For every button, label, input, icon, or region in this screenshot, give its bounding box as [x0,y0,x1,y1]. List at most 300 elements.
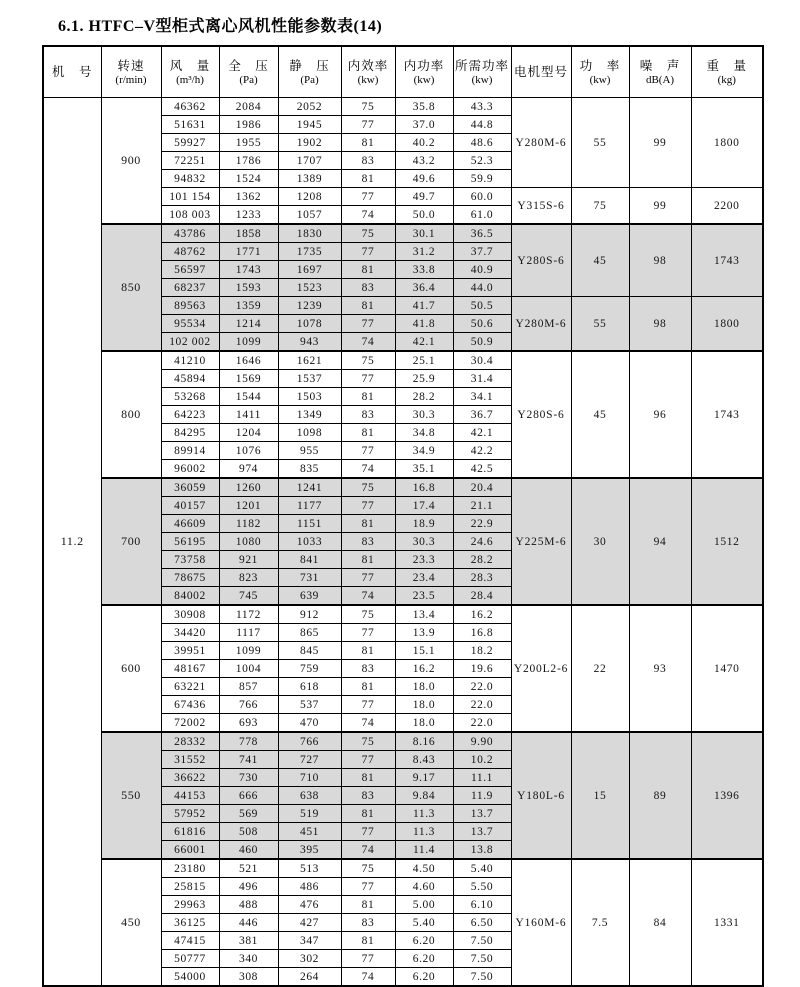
cell-static-pressure: 912 [278,605,341,624]
cell-efficiency: 81 [341,551,395,569]
cell-efficiency: 75 [341,478,395,497]
column-header-noise [629,46,691,98]
cell-required-power: 13.7 [453,823,511,841]
column-label: 静 压 [289,58,330,73]
cell-motor-power: 7.5 [571,859,629,986]
column-label: 机 号 [51,64,93,79]
cell-total-pressure: 460 [219,841,278,860]
cell-total-pressure: 974 [219,460,278,479]
cell-static-pressure: 486 [278,878,341,896]
cell-efficiency: 77 [341,624,395,642]
cell-motor-model: Y280M-6 [511,297,571,352]
cell-required-power: 36.7 [453,406,511,424]
cell-airflow: 48167 [161,660,219,678]
cell-noise-level: 99 [629,188,691,225]
cell-efficiency: 77 [341,696,395,714]
column-header-machine-no [43,46,101,98]
cell-efficiency: 74 [341,333,395,352]
table-row [43,732,763,751]
cell-static-pressure: 943 [278,333,341,352]
cell-efficiency: 75 [341,224,395,243]
cell-internal-power: 16.2 [395,660,453,678]
cell-static-pressure: 1523 [278,279,341,297]
cell-total-pressure: 446 [219,914,278,932]
cell-airflow: 46609 [161,515,219,533]
cell-internal-power: 5.00 [395,896,453,914]
cell-efficiency: 74 [341,968,395,987]
cell-required-power: 52.3 [453,152,511,170]
cell-static-pressure: 451 [278,823,341,841]
cell-static-pressure: 1707 [278,152,341,170]
cell-total-pressure: 381 [219,932,278,950]
header-row [43,46,763,98]
cell-total-pressure: 1172 [219,605,278,624]
column-unit: (kg) [717,74,736,87]
cell-total-pressure: 521 [219,859,278,878]
cell-internal-power: 16.8 [395,478,453,497]
cell-internal-power: 15.1 [395,642,453,660]
column-label: 噪 声 [639,58,681,73]
cell-total-pressure: 1359 [219,297,278,315]
cell-airflow: 101 154 [161,188,219,206]
cell-airflow: 108 003 [161,206,219,225]
cell-static-pressure: 1389 [278,170,341,188]
cell-efficiency: 77 [341,315,395,333]
cell-total-pressure: 693 [219,714,278,733]
cell-efficiency: 77 [341,950,395,968]
cell-internal-power: 4.50 [395,859,453,878]
column-label: 所需功率 [454,58,509,73]
cell-efficiency: 83 [341,533,395,551]
cell-internal-power: 18.0 [395,696,453,714]
cell-static-pressure: 1697 [278,261,341,279]
cell-static-pressure: 731 [278,569,341,587]
cell-required-power: 61.0 [453,206,511,225]
cell-static-pressure: 727 [278,751,341,769]
cell-required-power: 5.50 [453,878,511,896]
column-label: 风 量 [169,58,211,73]
cell-noise-level: 84 [629,859,691,986]
cell-total-pressure: 766 [219,696,278,714]
cell-motor-model: Y315S-6 [511,188,571,225]
cell-static-pressure: 639 [278,587,341,606]
column-unit: (Pa) [239,74,258,87]
cell-airflow: 34420 [161,624,219,642]
cell-internal-power: 25.9 [395,370,453,388]
cell-efficiency: 75 [341,98,395,116]
cell-airflow: 41210 [161,351,219,370]
cell-required-power: 22.0 [453,696,511,714]
cell-internal-power: 6.20 [395,968,453,987]
cell-required-power: 6.50 [453,914,511,932]
column-header-motor-power [571,46,629,98]
cell-internal-power: 30.3 [395,406,453,424]
cell-efficiency: 75 [341,859,395,878]
cell-total-pressure: 1204 [219,424,278,442]
speed-cell: 900 [101,98,161,225]
cell-airflow: 25815 [161,878,219,896]
cell-total-pressure: 1544 [219,388,278,406]
cell-required-power: 28.2 [453,551,511,569]
cell-airflow: 36622 [161,769,219,787]
table-row [43,859,763,878]
cell-total-pressure: 1411 [219,406,278,424]
cell-internal-power: 18.0 [395,678,453,696]
cell-airflow: 29963 [161,896,219,914]
cell-noise-level: 94 [629,478,691,605]
cell-efficiency: 74 [341,841,395,860]
cell-airflow: 89563 [161,297,219,315]
cell-internal-power: 30.1 [395,224,453,243]
cell-airflow: 61816 [161,823,219,841]
cell-efficiency: 81 [341,678,395,696]
cell-efficiency: 83 [341,279,395,297]
cell-efficiency: 77 [341,370,395,388]
cell-static-pressure: 1033 [278,533,341,551]
cell-internal-power: 13.4 [395,605,453,624]
cell-motor-power: 22 [571,605,629,732]
cell-internal-power: 9.17 [395,769,453,787]
cell-static-pressure: 766 [278,732,341,751]
cell-internal-power: 43.2 [395,152,453,170]
cell-internal-power: 49.6 [395,170,453,188]
column-label: 重 量 [706,58,747,73]
cell-static-pressure: 1098 [278,424,341,442]
page-title: 6.1. HTFC–V型柜式离心风机性能参数表(14) [58,18,383,35]
cell-internal-power: 13.9 [395,624,453,642]
cell-airflow: 63221 [161,678,219,696]
cell-efficiency: 74 [341,714,395,733]
cell-motor-model: Y225M-6 [511,478,571,605]
cell-weight: 1800 [691,297,763,352]
cell-internal-power: 34.8 [395,424,453,442]
cell-total-pressure: 1524 [219,170,278,188]
cell-motor-power: 55 [571,297,629,352]
cell-efficiency: 77 [341,116,395,134]
cell-efficiency: 81 [341,388,395,406]
cell-internal-power: 18.0 [395,714,453,733]
cell-motor-model: Y280S-6 [511,351,571,478]
column-unit: (m³/h) [176,74,204,87]
cell-airflow: 44153 [161,787,219,805]
cell-static-pressure: 264 [278,968,341,987]
cell-efficiency: 81 [341,134,395,152]
cell-internal-power: 8.16 [395,732,453,751]
cell-total-pressure: 730 [219,769,278,787]
cell-noise-level: 99 [629,98,691,188]
column-header-efficiency [341,46,395,98]
cell-total-pressure: 1260 [219,478,278,497]
cell-efficiency: 77 [341,878,395,896]
cell-total-pressure: 508 [219,823,278,841]
cell-internal-power: 36.4 [395,279,453,297]
column-header-motor-model [511,46,571,98]
cell-airflow: 84295 [161,424,219,442]
cell-noise-level: 93 [629,605,691,732]
column-header-internal-power [395,46,453,98]
cell-required-power: 50.5 [453,297,511,315]
cell-internal-power: 34.9 [395,442,453,460]
cell-static-pressure: 1349 [278,406,341,424]
cell-total-pressure: 921 [219,551,278,569]
cell-internal-power: 33.8 [395,261,453,279]
cell-required-power: 28.4 [453,587,511,606]
cell-efficiency: 74 [341,460,395,479]
cell-required-power: 5.40 [453,859,511,878]
cell-total-pressure: 1786 [219,152,278,170]
cell-airflow: 72251 [161,152,219,170]
cell-static-pressure: 519 [278,805,341,823]
table-row [43,224,763,243]
cell-efficiency: 74 [341,206,395,225]
cell-required-power: 50.6 [453,315,511,333]
cell-static-pressure: 470 [278,714,341,733]
cell-total-pressure: 1076 [219,442,278,460]
cell-efficiency: 83 [341,152,395,170]
cell-airflow: 59927 [161,134,219,152]
cell-total-pressure: 745 [219,587,278,606]
cell-efficiency: 81 [341,170,395,188]
speed-cell: 450 [101,859,161,986]
cell-efficiency: 77 [341,823,395,841]
cell-static-pressure: 1177 [278,497,341,515]
machine-number-cell: 11.2 [43,98,101,987]
cell-weight: 1470 [691,605,763,732]
cell-required-power: 44.8 [453,116,511,134]
cell-weight: 1331 [691,859,763,986]
cell-required-power: 30.4 [453,351,511,370]
cell-required-power: 11.9 [453,787,511,805]
cell-static-pressure: 841 [278,551,341,569]
cell-required-power: 44.0 [453,279,511,297]
cell-motor-model: Y280S-6 [511,224,571,297]
cell-static-pressure: 845 [278,642,341,660]
cell-internal-power: 41.7 [395,297,453,315]
cell-airflow: 102 002 [161,333,219,352]
cell-internal-power: 35.1 [395,460,453,479]
cell-static-pressure: 1830 [278,224,341,243]
cell-airflow: 47415 [161,932,219,950]
cell-total-pressure: 1117 [219,624,278,642]
cell-internal-power: 8.43 [395,751,453,769]
cell-airflow: 51631 [161,116,219,134]
cell-internal-power: 6.20 [395,950,453,968]
cell-required-power: 37.7 [453,243,511,261]
cell-total-pressure: 741 [219,751,278,769]
cell-internal-power: 23.5 [395,587,453,606]
cell-required-power: 13.7 [453,805,511,823]
cell-required-power: 34.1 [453,388,511,406]
cell-total-pressure: 1593 [219,279,278,297]
cell-internal-power: 28.2 [395,388,453,406]
cell-efficiency: 75 [341,605,395,624]
cell-airflow: 96002 [161,460,219,479]
cell-airflow: 84002 [161,587,219,606]
cell-total-pressure: 1646 [219,351,278,370]
table-row [43,351,763,370]
cell-airflow: 43786 [161,224,219,243]
cell-static-pressure: 1208 [278,188,341,206]
table-row [43,98,763,116]
cell-efficiency: 77 [341,751,395,769]
cell-total-pressure: 1362 [219,188,278,206]
column-header-total-pressure [219,46,278,98]
cell-total-pressure: 1214 [219,315,278,333]
cell-airflow: 89914 [161,442,219,460]
column-header-speed [101,46,161,98]
column-unit: (r/min) [115,74,147,87]
column-header-weight [691,46,763,98]
cell-airflow: 67436 [161,696,219,714]
cell-required-power: 16.2 [453,605,511,624]
cell-airflow: 78675 [161,569,219,587]
column-unit: (Pa) [300,74,319,87]
cell-required-power: 22.0 [453,714,511,733]
cell-required-power: 22.0 [453,678,511,696]
cell-static-pressure: 1503 [278,388,341,406]
cell-motor-power: 45 [571,224,629,297]
cell-static-pressure: 1151 [278,515,341,533]
cell-total-pressure: 1955 [219,134,278,152]
cell-static-pressure: 395 [278,841,341,860]
cell-total-pressure: 1182 [219,515,278,533]
cell-internal-power: 23.3 [395,551,453,569]
column-unit: (kw) [471,74,493,87]
cell-static-pressure: 1735 [278,243,341,261]
column-unit: dB(A) [645,74,675,87]
cell-weight: 1743 [691,224,763,297]
cell-internal-power: 11.3 [395,823,453,841]
cell-weight: 1396 [691,732,763,859]
column-header-static-pressure [278,46,341,98]
speed-cell: 550 [101,732,161,859]
cell-required-power: 48.6 [453,134,511,152]
cell-static-pressure: 835 [278,460,341,479]
cell-weight: 1800 [691,98,763,188]
cell-efficiency: 77 [341,442,395,460]
column-unit: (kw) [589,74,611,87]
cell-total-pressure: 308 [219,968,278,987]
column-label: 内功率 [403,58,445,73]
cell-total-pressure: 496 [219,878,278,896]
cell-required-power: 50.9 [453,333,511,352]
cell-static-pressure: 513 [278,859,341,878]
cell-internal-power: 42.1 [395,333,453,352]
cell-total-pressure: 778 [219,732,278,751]
cell-total-pressure: 1201 [219,497,278,515]
cell-internal-power: 11.4 [395,841,453,860]
cell-total-pressure: 1858 [219,224,278,243]
cell-airflow: 48762 [161,243,219,261]
cell-motor-model: Y280M-6 [511,98,571,188]
cell-efficiency: 83 [341,914,395,932]
cell-total-pressure: 1099 [219,333,278,352]
cell-static-pressure: 1057 [278,206,341,225]
cell-required-power: 13.8 [453,841,511,860]
cell-airflow: 23180 [161,859,219,878]
column-label: 电机型号 [513,64,568,79]
cell-static-pressure: 1537 [278,370,341,388]
column-label: 全 压 [228,58,269,73]
cell-airflow: 94832 [161,170,219,188]
cell-static-pressure: 638 [278,787,341,805]
cell-efficiency: 81 [341,515,395,533]
cell-noise-level: 98 [629,224,691,297]
cell-required-power: 11.1 [453,769,511,787]
cell-efficiency: 75 [341,732,395,751]
cell-total-pressure: 569 [219,805,278,823]
cell-total-pressure: 1099 [219,642,278,660]
cell-internal-power: 37.0 [395,116,453,134]
cell-static-pressure: 1945 [278,116,341,134]
cell-internal-power: 35.8 [395,98,453,116]
cell-total-pressure: 2084 [219,98,278,116]
cell-total-pressure: 488 [219,896,278,914]
cell-total-pressure: 1986 [219,116,278,134]
cell-total-pressure: 340 [219,950,278,968]
cell-airflow: 36059 [161,478,219,497]
cell-required-power: 21.1 [453,497,511,515]
cell-static-pressure: 347 [278,932,341,950]
cell-airflow: 95534 [161,315,219,333]
cell-required-power: 24.6 [453,533,511,551]
cell-efficiency: 81 [341,896,395,914]
cell-internal-power: 17.4 [395,497,453,515]
cell-static-pressure: 2052 [278,98,341,116]
cell-internal-power: 5.40 [395,914,453,932]
cell-airflow: 28332 [161,732,219,751]
cell-static-pressure: 865 [278,624,341,642]
cell-airflow: 66001 [161,841,219,860]
cell-noise-level: 96 [629,351,691,478]
cell-efficiency: 81 [341,642,395,660]
cell-internal-power: 9.84 [395,787,453,805]
cell-static-pressure: 710 [278,769,341,787]
cell-efficiency: 74 [341,587,395,606]
column-unit: (kw) [413,74,435,87]
table-row [43,605,763,624]
cell-total-pressure: 666 [219,787,278,805]
cell-efficiency: 83 [341,406,395,424]
cell-efficiency: 81 [341,805,395,823]
cell-required-power: 22.9 [453,515,511,533]
cell-static-pressure: 759 [278,660,341,678]
fan-performance-table [42,45,764,987]
cell-required-power: 7.50 [453,950,511,968]
cell-required-power: 16.8 [453,624,511,642]
cell-required-power: 18.2 [453,642,511,660]
cell-motor-model: Y180L-6 [511,732,571,859]
cell-internal-power: 11.3 [395,805,453,823]
cell-airflow: 36125 [161,914,219,932]
cell-efficiency: 83 [341,787,395,805]
cell-total-pressure: 1743 [219,261,278,279]
cell-required-power: 7.50 [453,932,511,950]
cell-efficiency: 81 [341,932,395,950]
cell-total-pressure: 1004 [219,660,278,678]
cell-static-pressure: 1241 [278,478,341,497]
cell-internal-power: 49.7 [395,188,453,206]
cell-required-power: 7.50 [453,968,511,987]
cell-required-power: 40.9 [453,261,511,279]
speed-cell: 800 [101,351,161,478]
column-header-required-power [453,46,511,98]
cell-required-power: 60.0 [453,188,511,206]
cell-airflow: 57952 [161,805,219,823]
table-body [43,98,763,987]
cell-airflow: 53268 [161,388,219,406]
cell-airflow: 30908 [161,605,219,624]
